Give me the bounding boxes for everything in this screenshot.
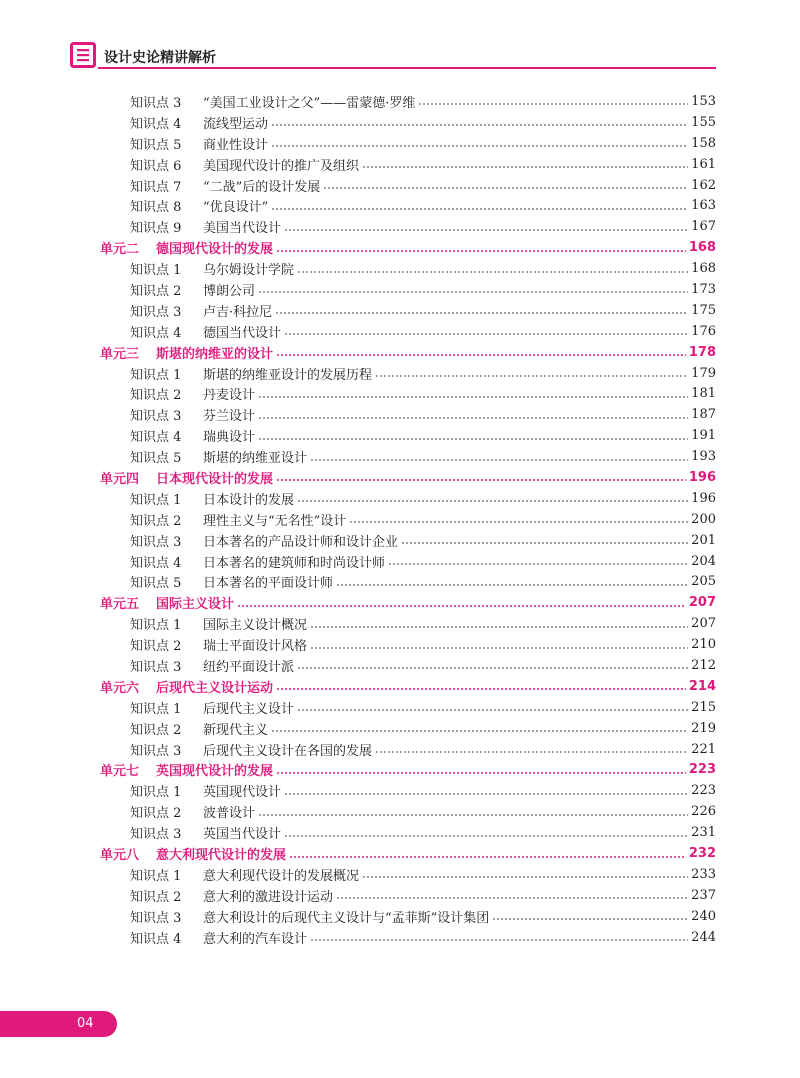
toc-unit-entry[interactable] <box>100 760 716 781</box>
toc-entry-title: 波普设计 <box>203 806 256 822</box>
toc-entry-page: 167 <box>691 219 716 235</box>
toc-entry-page: 212 <box>691 657 716 673</box>
toc-entry-title: 意大利现代设计的发展概况 <box>203 868 360 884</box>
dot-leader <box>258 396 688 398</box>
toc-entry-title: 乌尔姆设计学院 <box>203 263 295 279</box>
dot-leader <box>258 438 688 440</box>
toc-point-entry[interactable] <box>100 363 716 384</box>
toc-entry-label: 知识点 1 <box>130 367 182 383</box>
toc-entry-label: 知识点 2 <box>130 722 182 738</box>
toc-entry-label: 知识点 5 <box>130 576 182 592</box>
dot-leader <box>284 333 688 335</box>
toc-point-entry[interactable] <box>100 551 716 572</box>
toc-entry-page: 210 <box>691 637 716 653</box>
toc-entry-label: 知识点 4 <box>130 116 182 132</box>
toc-entry-page: 176 <box>691 323 716 339</box>
toc-entry-page: 214 <box>688 678 716 694</box>
toc-entry-page: 233 <box>691 866 716 882</box>
toc-entry-label: 知识点 1 <box>130 263 182 279</box>
page-number: 04 <box>77 1016 94 1031</box>
toc-entry-title: 斯堪的纳维亚设计 <box>203 451 308 467</box>
dot-leader <box>336 584 688 586</box>
toc-entry-page: 207 <box>691 616 716 632</box>
toc-point-entry[interactable] <box>100 91 716 112</box>
toc-entry-title: 理性主义与“无名性”设计 <box>203 513 347 529</box>
toc-entry-title: 美国现代设计的推广及组织 <box>203 158 360 174</box>
dot-leader <box>275 312 688 314</box>
toc-entry-page: 191 <box>691 428 716 444</box>
toc-point-entry[interactable] <box>100 906 716 927</box>
toc-entry-title: 德国现代设计的发展 <box>156 242 274 258</box>
toc-entry-title: 日本设计的发展 <box>203 492 295 508</box>
toc-entry-title: 纽约平面设计派 <box>203 659 295 675</box>
toc-entry-label: 单元八 <box>100 848 140 863</box>
toc-entry-label: 单元五 <box>100 597 140 613</box>
toc-point-entry[interactable] <box>100 112 716 133</box>
toc-entry-label: 知识点 4 <box>130 325 182 341</box>
toc-entry-page: 175 <box>691 302 716 318</box>
toc-entry-label: 知识点 1 <box>130 785 182 801</box>
toc-entry-label: 知识点 2 <box>130 388 182 404</box>
toc-entry-label: 知识点 4 <box>130 430 182 446</box>
toc-point-entry[interactable] <box>100 864 716 885</box>
toc-entry-label: 知识点 3 <box>130 827 182 843</box>
dot-leader <box>237 605 686 607</box>
toc-entry-label: 知识点 2 <box>130 889 182 905</box>
toc-entry-page: 163 <box>691 198 716 214</box>
toc-point-entry[interactable] <box>100 154 716 175</box>
dot-leader <box>258 814 688 816</box>
dot-leader <box>310 647 688 649</box>
toc-entry-page: 178 <box>688 344 716 360</box>
toc-entry-title: 国际主义设计概况 <box>203 618 308 634</box>
toc-entry-page: 205 <box>691 574 716 590</box>
toc-entry-label: 知识点 3 <box>130 304 182 320</box>
toc-point-entry[interactable] <box>100 780 716 801</box>
toc-entry-title: 瑞士平面设计风格 <box>203 639 308 655</box>
toc-entry-label: 知识点 2 <box>130 513 182 529</box>
dot-leader <box>349 521 688 523</box>
toc-point-entry[interactable] <box>100 446 716 467</box>
dot-leader <box>375 375 688 377</box>
toc-entry-page: 168 <box>688 240 716 256</box>
toc-entry-page: 223 <box>688 762 716 778</box>
dot-leader <box>418 103 688 105</box>
toc-point-entry[interactable] <box>100 885 716 906</box>
dot-leader <box>258 291 688 293</box>
dot-leader <box>276 688 686 690</box>
header-divider <box>98 67 716 69</box>
toc-entry-label: 知识点 3 <box>130 95 182 111</box>
toc-entry-title: 意大利现代设计的发展 <box>156 848 287 863</box>
toc-entry-title: 日本著名的平面设计师 <box>203 576 334 592</box>
footer-page-tab <box>0 1011 117 1037</box>
toc-point-entry[interactable] <box>100 613 716 634</box>
toc-entry-page: 226 <box>691 804 716 820</box>
toc-entry-title: 英国现代设计 <box>203 785 282 801</box>
toc-entry-page: 237 <box>691 887 716 903</box>
book-icon <box>70 42 96 68</box>
toc-entry-title: 后现代主义设计在各国的发展 <box>203 743 373 759</box>
toc-entry-title: 意大利的激进设计运动 <box>203 889 334 905</box>
toc-point-entry[interactable] <box>100 739 716 760</box>
toc-point-entry[interactable] <box>100 530 716 551</box>
toc-point-entry[interactable] <box>100 697 716 718</box>
dot-leader <box>276 479 686 481</box>
toc-entry-page: 204 <box>691 553 716 569</box>
dot-leader <box>284 835 688 837</box>
toc-point-entry[interactable] <box>100 634 716 655</box>
toc-entry-title: “二战”后的设计发展 <box>203 179 321 195</box>
dot-leader <box>362 166 688 168</box>
toc-entry-page: 221 <box>691 741 716 757</box>
dot-leader <box>492 918 688 920</box>
dot-leader <box>258 417 688 419</box>
toc-entry-title: 芬兰设计 <box>203 409 256 425</box>
dot-leader <box>271 730 688 732</box>
toc-entry-title: 美国当代设计 <box>203 221 282 237</box>
toc-entry-label: 知识点 8 <box>130 200 182 216</box>
dot-leader <box>289 856 686 858</box>
dot-leader <box>310 939 688 941</box>
dot-leader <box>276 250 686 252</box>
toc-entry-label: 知识点 5 <box>130 451 182 467</box>
toc-entry-label: 单元七 <box>100 764 140 780</box>
dot-leader <box>323 187 688 189</box>
dot-leader <box>375 751 688 753</box>
toc-entry-title: 意大利的汽车设计 <box>203 931 308 947</box>
toc-entry-title: 日本著名的建筑师和时尚设计师 <box>203 555 386 571</box>
toc-point-entry[interactable] <box>100 321 716 342</box>
toc-point-entry[interactable] <box>100 279 716 300</box>
toc-entry-title: 斯堪的纳维亚的设计 <box>156 346 274 362</box>
dot-leader <box>284 229 688 231</box>
toc-entry-label: 知识点 2 <box>130 283 182 299</box>
toc-entry-label: 知识点 3 <box>130 409 182 425</box>
toc-entry-label: 知识点 1 <box>130 868 182 884</box>
toc-entry-title: 斯堪的纳维亚设计的发展历程 <box>203 367 373 383</box>
toc-entry-label: 知识点 7 <box>130 179 182 195</box>
toc-entry-label: 知识点 3 <box>130 743 182 759</box>
toc-unit-entry[interactable] <box>100 592 716 613</box>
toc-point-entry[interactable] <box>100 133 716 154</box>
toc-entry-label: 知识点 4 <box>130 555 182 571</box>
toc-entry-title: 流线型运动 <box>203 116 269 132</box>
toc-entry-page: 161 <box>691 156 716 172</box>
toc-point-entry[interactable] <box>100 488 716 509</box>
table-of-contents <box>100 91 716 948</box>
dot-leader <box>297 667 688 669</box>
toc-entry-title: 丹麦设计 <box>203 388 256 404</box>
toc-entry-page: 168 <box>691 261 716 277</box>
dot-leader <box>336 897 688 899</box>
header-title: 设计史论精讲解析 <box>104 50 216 66</box>
toc-entry-page: 244 <box>691 929 716 945</box>
toc-entry-label: 知识点 2 <box>130 639 182 655</box>
dot-leader <box>310 459 688 461</box>
toc-point-entry[interactable] <box>100 718 716 739</box>
dot-leader <box>297 271 688 273</box>
dot-leader <box>276 354 686 356</box>
toc-point-entry[interactable] <box>100 655 716 676</box>
dot-leader <box>276 772 686 774</box>
toc-entry-page: 240 <box>691 908 716 924</box>
toc-point-entry[interactable] <box>100 300 716 321</box>
toc-unit-entry[interactable] <box>100 676 716 697</box>
dot-leader <box>401 542 688 544</box>
toc-entry-title: 英国当代设计 <box>203 827 282 843</box>
toc-entry-title: “美国工业设计之父”——雷蒙德·罗维 <box>203 95 416 111</box>
toc-unit-entry[interactable] <box>100 467 716 488</box>
toc-point-entry[interactable] <box>100 404 716 425</box>
toc-entry-page: 173 <box>691 281 716 297</box>
toc-entry-page: 153 <box>691 93 716 109</box>
toc-point-entry[interactable] <box>100 383 716 404</box>
toc-unit-entry[interactable] <box>100 237 716 258</box>
toc-entry-title: 卢吉·科拉尼 <box>203 304 273 320</box>
dot-leader <box>284 793 688 795</box>
toc-entry-label: 知识点 2 <box>130 806 182 822</box>
toc-entry-page: 215 <box>691 699 716 715</box>
toc-entry-page: 196 <box>691 490 716 506</box>
dot-leader <box>271 208 688 210</box>
toc-entry-page: 223 <box>691 783 716 799</box>
toc-entry-title: 国际主义设计 <box>156 597 235 613</box>
toc-entry-title: 德国当代设计 <box>203 325 282 341</box>
dot-leader <box>297 709 688 711</box>
toc-entry-label: 单元二 <box>100 242 140 258</box>
toc-entry-label: 单元三 <box>100 346 140 362</box>
dot-leader <box>310 626 688 628</box>
toc-entry-label: 知识点 5 <box>130 137 182 153</box>
toc-entry-label: 知识点 1 <box>130 492 182 508</box>
dot-leader <box>271 124 688 126</box>
toc-entry-page: 181 <box>691 386 716 402</box>
toc-entry-label: 知识点 3 <box>130 910 182 926</box>
toc-entry-label: 知识点 4 <box>130 931 182 947</box>
toc-entry-page: 155 <box>691 114 716 130</box>
toc-entry-page: 196 <box>688 469 716 485</box>
toc-entry-title: 后现代主义设计运动 <box>156 680 274 696</box>
toc-entry-label: 知识点 6 <box>130 158 182 174</box>
toc-point-entry[interactable] <box>100 425 716 446</box>
toc-unit-entry[interactable] <box>100 843 716 864</box>
toc-point-entry[interactable] <box>100 822 716 843</box>
toc-entry-title: 博朗公司 <box>203 283 256 299</box>
toc-unit-entry[interactable] <box>100 342 716 363</box>
toc-point-entry[interactable] <box>100 195 716 216</box>
toc-entry-label: 知识点 9 <box>130 221 182 237</box>
toc-entry-title: 日本现代设计的发展 <box>156 471 274 487</box>
toc-entry-page: 232 <box>688 846 716 861</box>
toc-entry-label: 单元四 <box>100 471 140 487</box>
toc-entry-title: 商业性设计 <box>203 137 269 153</box>
toc-point-entry[interactable] <box>100 258 716 279</box>
toc-entry-title: 英国现代设计的发展 <box>156 764 274 780</box>
toc-entry-label: 知识点 3 <box>130 534 182 550</box>
toc-entry-page: 207 <box>688 595 716 611</box>
toc-entry-page: 231 <box>691 825 716 841</box>
toc-entry-title: 后现代主义设计 <box>203 701 295 717</box>
toc-point-entry[interactable] <box>100 927 716 948</box>
dot-leader <box>297 500 688 502</box>
toc-entry-label: 知识点 1 <box>130 701 182 717</box>
toc-entry-page: 200 <box>691 511 716 527</box>
toc-entry-title: 日本著名的产品设计师和设计企业 <box>203 534 399 550</box>
toc-entry-page: 193 <box>691 449 716 465</box>
toc-entry-title: 瑞典设计 <box>203 430 256 446</box>
toc-entry-label: 单元六 <box>100 680 140 696</box>
toc-point-entry[interactable] <box>100 801 716 822</box>
toc-entry-page: 219 <box>691 720 716 736</box>
toc-entry-page: 158 <box>691 135 716 151</box>
toc-entry-label: 知识点 3 <box>130 659 182 675</box>
toc-entry-label: 知识点 1 <box>130 618 182 634</box>
toc-point-entry[interactable] <box>100 216 716 237</box>
toc-point-entry[interactable] <box>100 571 716 592</box>
toc-entry-page: 201 <box>691 532 716 548</box>
toc-entry-page: 187 <box>691 407 716 423</box>
running-header <box>70 42 716 70</box>
dot-leader <box>388 563 688 565</box>
toc-entry-title: “优良设计” <box>203 200 269 216</box>
toc-point-entry[interactable] <box>100 175 716 196</box>
toc-entry-title: 意大利设计的后现代主义设计与“孟菲斯”设计集团 <box>203 910 490 926</box>
toc-entry-page: 162 <box>691 177 716 193</box>
toc-entry-page: 179 <box>691 365 716 381</box>
toc-point-entry[interactable] <box>100 509 716 530</box>
dot-leader <box>362 876 688 878</box>
dot-leader <box>271 145 688 147</box>
toc-entry-title: 新现代主义 <box>203 722 269 738</box>
